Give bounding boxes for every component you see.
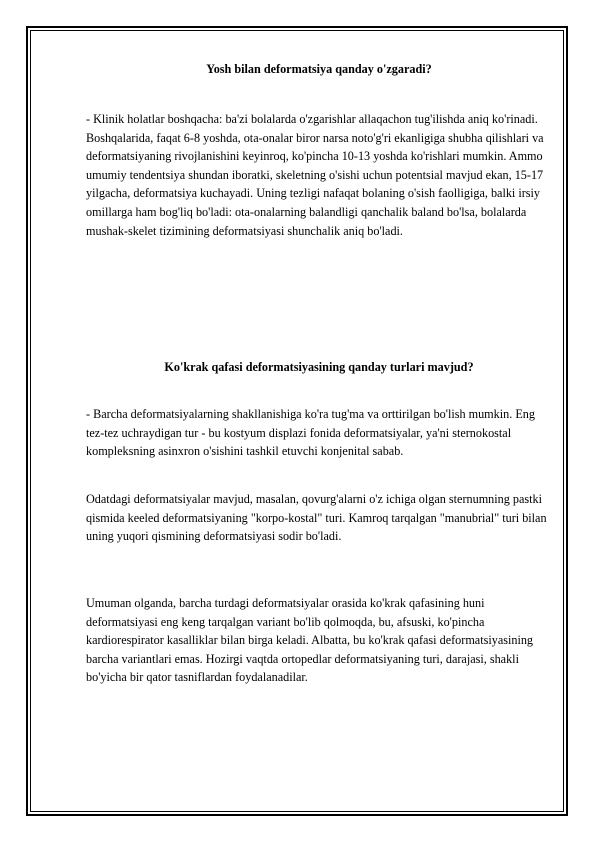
section-heading-deformation-types: Ko'krak qafasi deformatsiyasining qanday turlari mavjud? <box>164 360 474 374</box>
paragraph-general-funnel: Umuman olganda, barcha turdagi deformatsiyalar orasida ko'krak qafasining huni deformatsiyasi eng keng tarqalgan variant bo'lib qolmoqda, bu, afsuski, ko'pincha kardiorespirator kasalliklar bilan birga keladi. Albatta, bu ko'krak qafasi deformatsiyasining barcha variantlari emas. Hozirgi vaqtda ortopedlar deformatsiyaning turi, darajasi, shakli bo'yicha bir qator tasniflardan foydalanadilar. <box>86 596 534 685</box>
paragraph-congenital-acquired: - Barcha deformatsiyalarning shakllanishiga ko'ra tug'ma va orttirilgan bo'lish mumkin. Eng tez-tez uchraydigan tur - bu kostyum displazi fonida deformatsiyalar, ya'ni sternokostal kompleksning asinxron o'sishini tashkil etuvchi konjenital sabab. <box>86 407 535 459</box>
paragraph-typical-deformations: Odatdagi deformatsiyalar mavjud, masalan, qovurg'alarni o'z ichiga olgan sternumning pastki qismida keeled deformatsiyaning "korpo-kostal" turi. Kamroq tarqalgan "manubrial" turi bilan uning yuqori qismining deformatsiyasi sodir bo'ladi. <box>86 492 547 544</box>
section-heading-age-change: Yosh bilan deformatsiya qanday o'zgaradi? <box>206 62 432 76</box>
paragraph-age-change: - Klinik holatlar boshqacha: ba'zi bolalarda o'zgarishlar allaqachon tug'ilishda aniq ko'rinadi. Boshqalarida, faqat 6-8 yoshda, ota-onalar biror narsa noto'g'ri ekanligiga shubha qilishlari va deformatsiyaning rivojlanishini keyinroq, ko'pincha 10-13 yoshda ko'rishlari mumkin. Ammo umumiy tendentsiya shundan iboratki, skeletning o'sishi uchun potentsial mavjud ekan, 15-17 yilgacha, deformatsiya kuchayadi. Uning tezligi nafaqat bolaning o'sish faolligiga, balki irsiy omillarga ham bog'liq bo'ladi: ota-onalarning balandligi qanchalik baland bo'lsa, bolalarda mushak-skelet tizimining deformatsiyasi shunchalik aniq bo'ladi. <box>86 112 544 238</box>
